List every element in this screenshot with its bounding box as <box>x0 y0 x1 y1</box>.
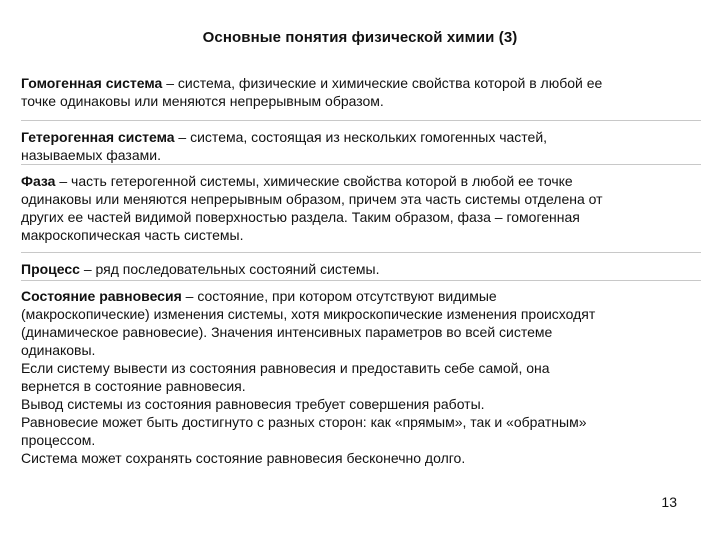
definition-line: Система может сохранять состояние равновесия бесконечно долго. <box>21 450 466 466</box>
definition-line <box>21 287 701 305</box>
divider <box>21 120 701 121</box>
definition-text: – система, физические и химические свойства которой в любой ее <box>162 75 603 91</box>
definition-line <box>21 128 701 146</box>
definition-line: точке одинаковы или меняются непрерывным образом. <box>21 93 384 109</box>
definition-line <box>21 74 701 92</box>
slide-title: Основные понятия физической химии (3) <box>202 29 518 46</box>
page-number: 13 <box>661 494 677 510</box>
definition-equilibrium-state <box>21 287 701 467</box>
definition-line: Равновесие может быть достигнуто с разных сторон: как «прямым», так и «обратным» <box>21 414 587 430</box>
definition-line: (динамическое равновесие). Значения интенсивных параметров во всей системе <box>21 324 553 340</box>
definition-line: Вывод системы из состояния равновесия требует совершения работы. <box>21 396 485 412</box>
definition-line: других ее частей видимой поверхностью раздела. Таким образом, фаза – гомогенная <box>21 209 580 225</box>
definition-text: – часть гетерогенной системы, химические свойства которой в любой ее точке <box>55 173 573 189</box>
definition-line: одинаковы. <box>21 342 96 358</box>
definition-term: Гетерогенная система <box>21 129 175 145</box>
definition-term: Процесс <box>21 261 80 277</box>
definition-term: Фаза <box>21 173 56 189</box>
definition-term: Гомогенная система <box>21 75 163 91</box>
definition-homogeneous-system <box>21 74 701 110</box>
definition-line: (макроскопические) изменения системы, хотя микроскопические изменения происходят <box>21 306 596 322</box>
definition-heterogeneous-system <box>21 128 701 164</box>
definition-line <box>21 260 701 278</box>
definition-line: процессом. <box>21 432 96 448</box>
definition-line <box>21 172 701 190</box>
definition-line: вернется в состояние равновесия. <box>21 378 246 394</box>
divider <box>21 252 701 253</box>
definition-line: одинаковы или меняются непрерывным образом, причем эта часть системы отделена от <box>21 191 603 207</box>
divider <box>21 164 701 165</box>
definition-text: – ряд последовательных состояний системы. <box>79 261 380 277</box>
definition-line: называемых фазами. <box>21 147 161 163</box>
definition-text: – система, состоящая из нескольких гомогенных частей, <box>174 129 548 145</box>
definition-line: макроскопическая часть системы. <box>21 227 244 243</box>
definition-phase <box>21 172 701 244</box>
definition-term: Состояние равновесия <box>21 288 182 304</box>
divider <box>21 280 701 281</box>
definition-process <box>21 260 701 278</box>
definition-line: Если систему вывести из состояния равновесия и предоставить себе самой, она <box>21 360 550 376</box>
definition-text: – состояние, при котором отсутствуют видимые <box>181 288 497 304</box>
